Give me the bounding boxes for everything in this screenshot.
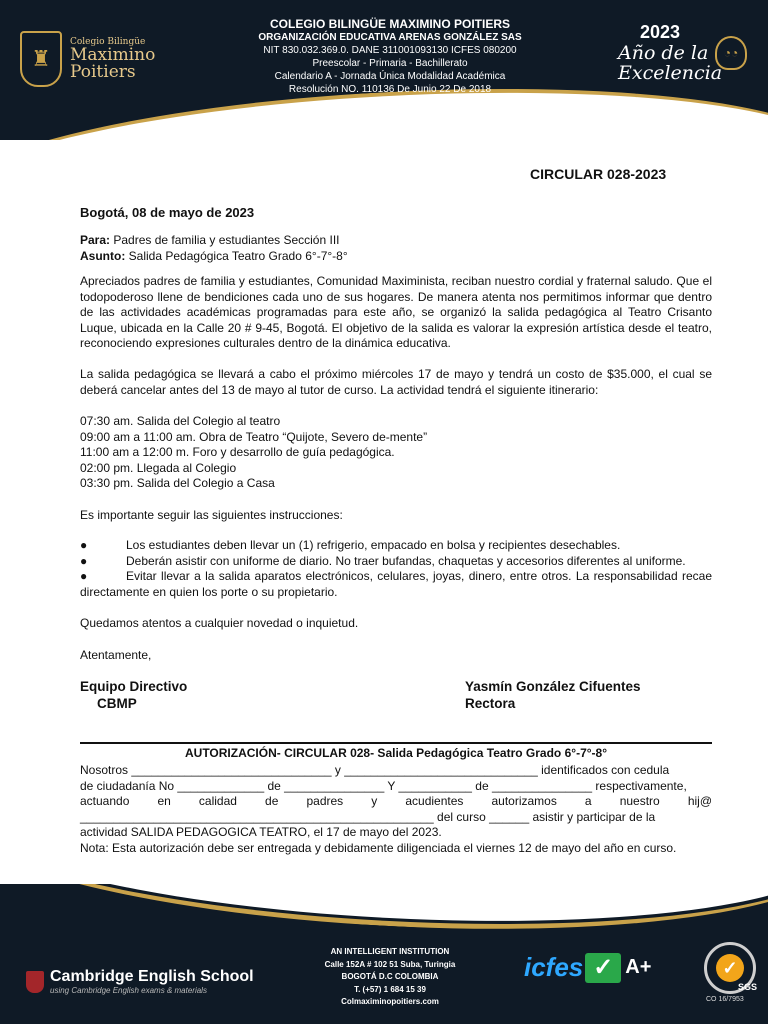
address: Calle 152A # 102 51 Suba, Turingia [324,959,456,969]
logo-name-line2: Poitiers [70,61,136,82]
badge-year: 2023 [640,22,681,42]
school-levels: Preescolar - Primaria - Bachillerato [312,58,468,69]
para-label: Para: [80,233,111,247]
year-badge [612,22,757,88]
paragraph-greeting: Apreciados padres de familia y estudiantes, Comunidad Maximinista, reciban nuestro cordial y fraternal saludo. Que el todopoderoso llene de bendiciones cada uno de sus hogares. De manera atenta nos permitimos informar que dentro de las actividades académicas programadas para este año, se organizó la salida pedagógica al Teatro Crisanto Luque, ubicada en la Calle 20 # 9-45, Bogotá. El objetivo de la salida es valorar la expresión artística desde el teatro, reconociendo expresiones culturales dentro de la dinámica educativa. [80,274,712,350]
auth-line: actividad SALIDA PEDAGOGICA TEATRO, el 17 de mayo del 2023. [80,825,442,839]
logo-small-text: Colegio Bilingüe [70,36,146,47]
signature-right [465,678,641,712]
signature-left [80,678,187,712]
authorization-form [80,763,712,856]
itinerary-item: 07:30 am. Salida del Colegio al teatro [80,414,281,428]
sgs-seal-icon: ✓ [704,942,756,994]
authorization-title: AUTORIZACIÓN- CIRCULAR 028- Salida Pedagógica Teatro Grado 6°-7°-8° [184,746,608,760]
website: Colmaximinopoitiers.com [341,997,439,1006]
para-value: Padres de familia y estudiantes Sección III [113,233,340,247]
bullet-icon: ● [80,553,88,568]
circular-number: CIRCULAR 028-2023 [530,166,667,182]
bullet-icon: ● [80,569,88,583]
badge-line1: Año de la [618,42,709,64]
school-calendar: Calendario A - Jornada Única Modalidad Académica [274,71,506,82]
addressee-block [80,232,348,264]
school-name: COLEGIO BILINGÜE MAXIMINO POITIERS [269,17,510,31]
asunto-value: Salida Pedagógica Teatro Grado 6°-7°-8° [128,249,348,263]
tagline: AN INTELLIGENT INSTITUTION [330,947,450,956]
cambridge-logo [26,968,254,995]
icfes-word: icfes [524,952,584,982]
signature-right-name: Yasmín González Cifuentes [465,679,641,694]
auth-line: de ciudadanía No _____________ de _______________ Y ___________ de _______________ respectivamente, [80,778,687,793]
school-logo [20,30,160,88]
list-item [80,569,712,600]
logo-name-line1: Maximino [70,44,156,65]
sgs-label: SGS [738,982,758,992]
org-name: ORGANIZACIÓN EDUCATIVA ARENAS GONZÁLEZ SAS [258,32,522,43]
sgs-cert-number: CO 16/7953 [706,996,744,1003]
signature-right-role: Rectora [465,696,516,711]
itinerary-item: 09:00 am a 11:00 am. Obra de Teatro “Quijote, Severo de-mente” [80,429,428,444]
school-resolution: Resolución NO. 110136 De Junio 22 De 2018 [288,84,492,95]
auth-line: Nosotros ______________________________ y _____________________________ identificados con cedula [80,763,670,777]
letter-date: Bogotá, 08 de mayo de 2023 [80,205,255,220]
auth-note: Nota: Esta autorización debe ser entregada y debidamente diligenciada el viernes 12 de mayo del año en curso. [80,840,677,855]
footer-banner [0,884,768,1024]
school-info [200,18,580,96]
paragraph-details: La salida pedagógica se llevará a cabo el próximo miércoles 17 de mayo y tendrá un costo de $35.000, el cual se deberá cancelar antes del 13 de mayo al tutor de curso. La actividad tendrá el siguiente itinerario: [80,367,712,397]
instructions-list [80,538,712,600]
school-ids: NIT 830.032.369.0. DANE 311001093130 ICFES 080200 [263,45,517,56]
instruction-text: Deberán asistir con uniforme de diario. No traer bufandas, chaquetas y accesorios diferentes al uniforme. [126,553,686,568]
signature-left-name: Equipo Directivo [80,679,188,694]
badge-line2: Excelencia [618,62,723,84]
header-banner [0,0,768,140]
city: BOGOTÁ D.C COLOMBIA [341,972,439,981]
list-item [80,538,712,554]
asunto-label: Asunto: [80,249,126,263]
itinerary-list [80,414,427,492]
instructions-intro: Es importante seguir las siguientes instrucciones: [80,508,343,522]
footer-white-curve [0,884,768,941]
owl-icon: ◔◔ [715,36,747,70]
auth-line: _____________________________________________________ del curso ______ asistir y participar de la [80,809,656,824]
itinerary-item: 11:00 am a 12:00 m. Foro y desarrollo de guía pedagógica. [80,445,395,459]
phone: T. (+57) 1 684 15 39 [354,984,426,994]
sgs-certification [702,942,758,1004]
cambridge-shield-icon [26,971,44,993]
cut-line [80,742,712,744]
itinerary-item: 03:30 pm. Salida del Colegio a Casa [80,476,275,490]
instruction-text: Los estudiantes deben llevar un (1) refrigerio, empacado en bolsa y recipientes desechables. [126,538,621,552]
icfes-logo [524,952,651,983]
list-item [80,554,712,570]
itinerary-item: 02:00 pm. Llegada al Colegio [80,460,237,475]
auth-line: actuando en calidad de padres y acudientes autorizamos a nuestro hij@ [80,794,712,808]
lamp-icon: ♜ [20,31,62,87]
signature-left-role: CBMP [97,696,137,711]
check-icon: ✓ [585,953,621,983]
closing-salutation: Atentamente, [80,648,152,662]
contact-info [300,946,480,1009]
cambridge-name: Cambridge English School [50,968,254,985]
bullet-icon: ● [80,538,88,552]
cambridge-sub: using Cambridge English exams & materials [50,986,207,995]
closing-line: Quedamos atentos a cualquier novedad o inquietud. [80,616,359,630]
instruction-text: Evitar llevar a la salida aparatos electrónicos, celulares, joyas, dinero, entre otros. La responsabilidad recae directamente en quien los porte o su propietario. [80,569,712,599]
icfes-grade: A+ [625,956,652,978]
